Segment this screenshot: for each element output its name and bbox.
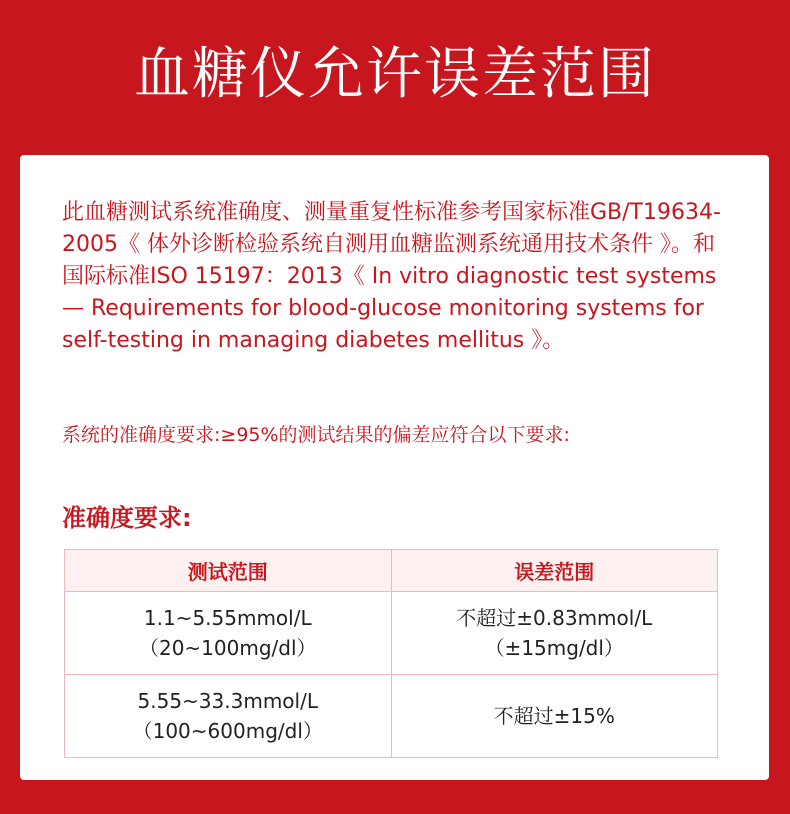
accuracy-section-title: 准确度要求: (62, 504, 192, 532)
range-mgdl-text: （20~100mg/dl） (138, 636, 317, 660)
error-percent-text: 不超过±15% (493, 704, 615, 728)
table-cell-error-range (391, 592, 718, 675)
column-header-error-range: 误差范围 (391, 550, 718, 592)
error-mmol-text: 不超过±0.83mmol/L (456, 606, 653, 630)
range-mmol-text: 5.55~33.3mmol/L (137, 689, 318, 713)
page-title: 血糖仪允许误差范围 (134, 42, 656, 107)
content-card (20, 155, 769, 780)
table-row (65, 675, 718, 758)
table-cell-test-range (65, 675, 392, 758)
intro-text (62, 197, 722, 357)
accuracy-requirement-text: 系统的准确度要求:≥95%的测试结果的偏差应符合以下要求: (62, 424, 570, 446)
range-mgdl-text: （100~600mg/dl） (132, 719, 323, 743)
standards-paragraph: 此血糖测试系统准确度、测量重复性标准参考国家标准GB/T19634-2005《 体外诊断检验系统自测用血糖监测系统通用技术条件 》。和国际标准ISO 15197：2013《 In vitro diagnostic test systems — Requirements for blood-glucose monitoring systems for self-testing in managing diabetes mellitus 》。 (62, 200, 721, 353)
error-mgdl-text: （±15mg/dl） (484, 636, 624, 660)
table-header-row (65, 550, 718, 592)
column-header-test-range: 测试范围 (65, 550, 392, 592)
table-row (65, 592, 718, 675)
accuracy-table (64, 549, 718, 758)
range-mmol-text: 1.1~5.55mmol/L (143, 606, 312, 630)
table-cell-error-range (391, 675, 718, 758)
table-cell-test-range (65, 592, 392, 675)
